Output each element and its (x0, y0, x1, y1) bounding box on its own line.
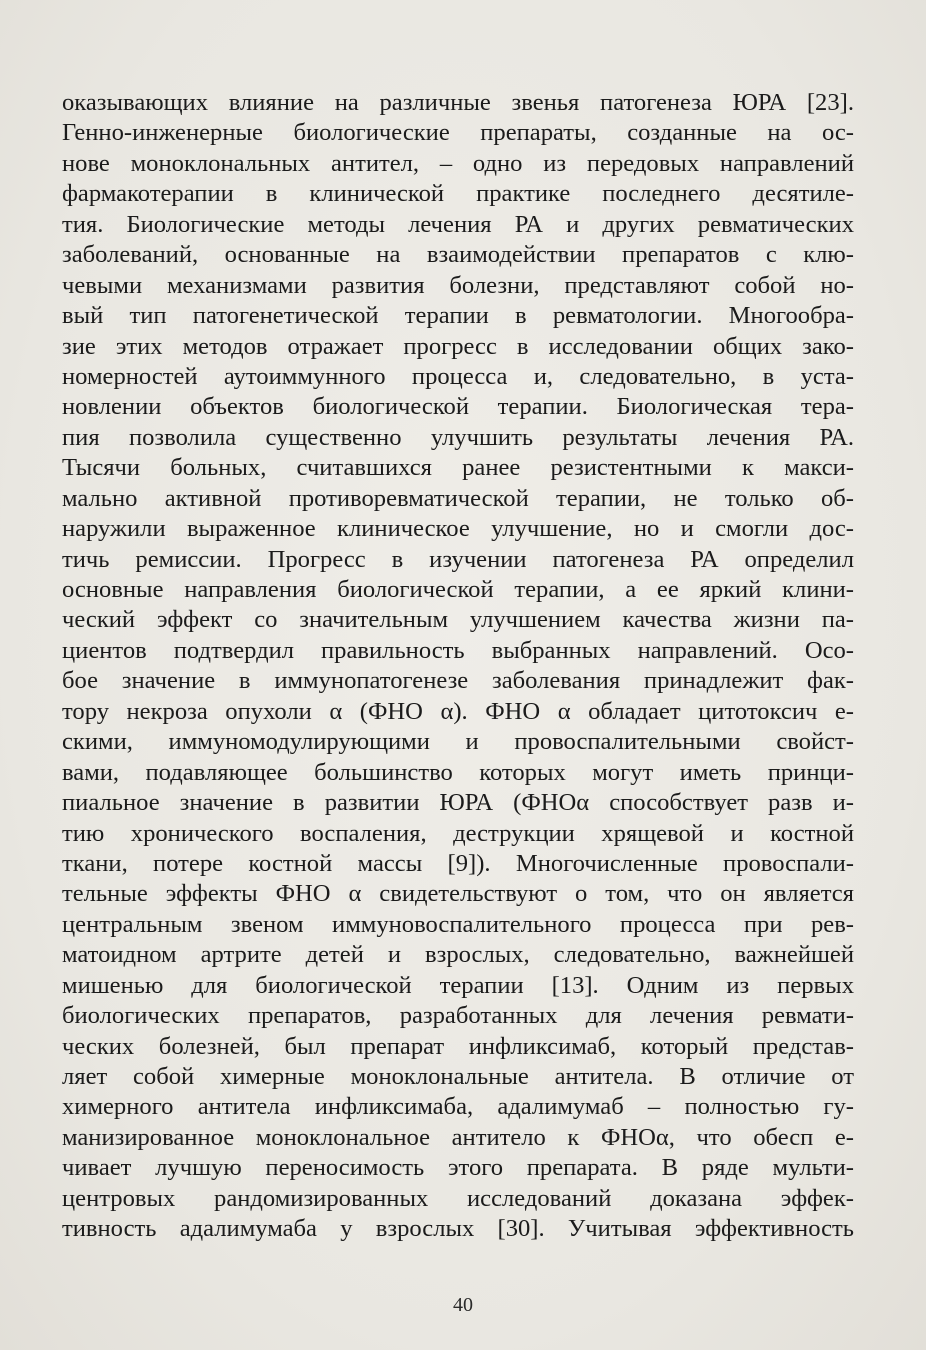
text-line: чивает лучшую переносимость этого препарата. В ряде мульти- (62, 1154, 854, 1182)
text-line: тичь ремиссии. Прогресс в изучении патогенеза РА определил (62, 545, 854, 573)
text-line: тия. Биологические методы лечения РА и других ревматических (62, 210, 854, 238)
text-line: Генно-инженерные биологические препараты, созданные на ос- (62, 119, 854, 147)
text-line: вами, подавляющее большинство которых могут иметь принци- (62, 758, 854, 786)
text-line: тору некроза опухоли α (ФНО α). ФНО α обладает цитотоксич е- (62, 697, 854, 725)
text-line: пиальное значение в развитии ЮРА (ФНОα способствует разв и- (62, 789, 854, 817)
text-line: тию хронического воспаления, деструкции хрящевой и костной (62, 819, 854, 847)
text-line: заболеваний, основанные на взаимодействии препаратов с клю- (62, 241, 854, 269)
text-line: ляет собой химерные моноклональные антитела. В отличие от (62, 1063, 854, 1090)
text-line: ческий эффект со значительным улучшением качества жизни па- (62, 606, 854, 634)
text-line: оказывающих влияние на различные звенья патогенеза ЮРА [23]. (62, 89, 854, 116)
text-line: вый тип патогенетической терапии в ревматологии. Многообра- (62, 302, 854, 330)
text-line: химерного антитела инфликсимаба, адалимумаб – полностью гу- (62, 1093, 854, 1121)
text-line: матоидном артрите детей и взрослых, следовательно, важнейшей (62, 941, 854, 969)
text-line: мально активной противоревматической терапии, не только об- (62, 484, 854, 512)
text-line: тельные эффекты ФНО α свидетельствуют о том, что он является (62, 880, 854, 908)
text-line: центровых рандомизированных исследований доказана эффек- (62, 1184, 854, 1212)
text-line: чевыми механизмами развития болезни, представляют собой но- (62, 271, 854, 299)
text-line: фармакотерапии в клинической практике последнего десятиле- (62, 180, 854, 208)
text-line: основные направления биологической терапии, а ее яркий клини- (62, 576, 854, 603)
text-line: бое значение в иммунопатогенезе заболевания принадлежит фак- (62, 667, 854, 695)
text-line: наружили выраженное клиническое улучшение, но и смогли дос- (62, 515, 854, 543)
text-line: ческих болезней, был препарат инфликсимаб, который представ- (62, 1032, 854, 1060)
text-line: зие этих методов отражает прогресс в исследовании общих зако- (62, 332, 854, 360)
text-line: циентов подтвердил правильность выбранных направлений. Осо- (62, 636, 854, 664)
text-line: ткани, потере костной массы [9]). Многочисленные провоспали- (62, 849, 854, 877)
text-line: новлении объектов биологической терапии. Биологическая тера- (62, 393, 854, 421)
text-line: центральным звеном иммуновоспалительного процесса при рев- (62, 910, 854, 938)
text-line: манизированное моноклональное антитело к ФНОα, что обесп е- (62, 1123, 854, 1151)
page-number: 40 (453, 1294, 473, 1316)
text-line: пия позволила существенно улучшить результаты лечения РА. (62, 423, 854, 451)
text-line: мишенью для биологической терапии [13]. Одним из первых (62, 971, 854, 999)
text-line: тивность адалимумаба у взрослых [30]. Учитывая эффективность (62, 1215, 854, 1243)
text-line: скими, иммуномодулирующими и провоспалительными свойст- (62, 728, 854, 756)
body-text (62, 88, 854, 1245)
text-line: номерностей аутоиммунного процесса и, следовательно, в уста- (62, 362, 854, 390)
text-line: нове моноклональных антител, – одно из передовых направлений (62, 149, 854, 177)
text-line: биологических препаратов, разработанных для лечения ревмати- (62, 1002, 854, 1030)
text-line: Тысячи больных, считавшихся ранее резистентными к макси- (62, 454, 854, 482)
